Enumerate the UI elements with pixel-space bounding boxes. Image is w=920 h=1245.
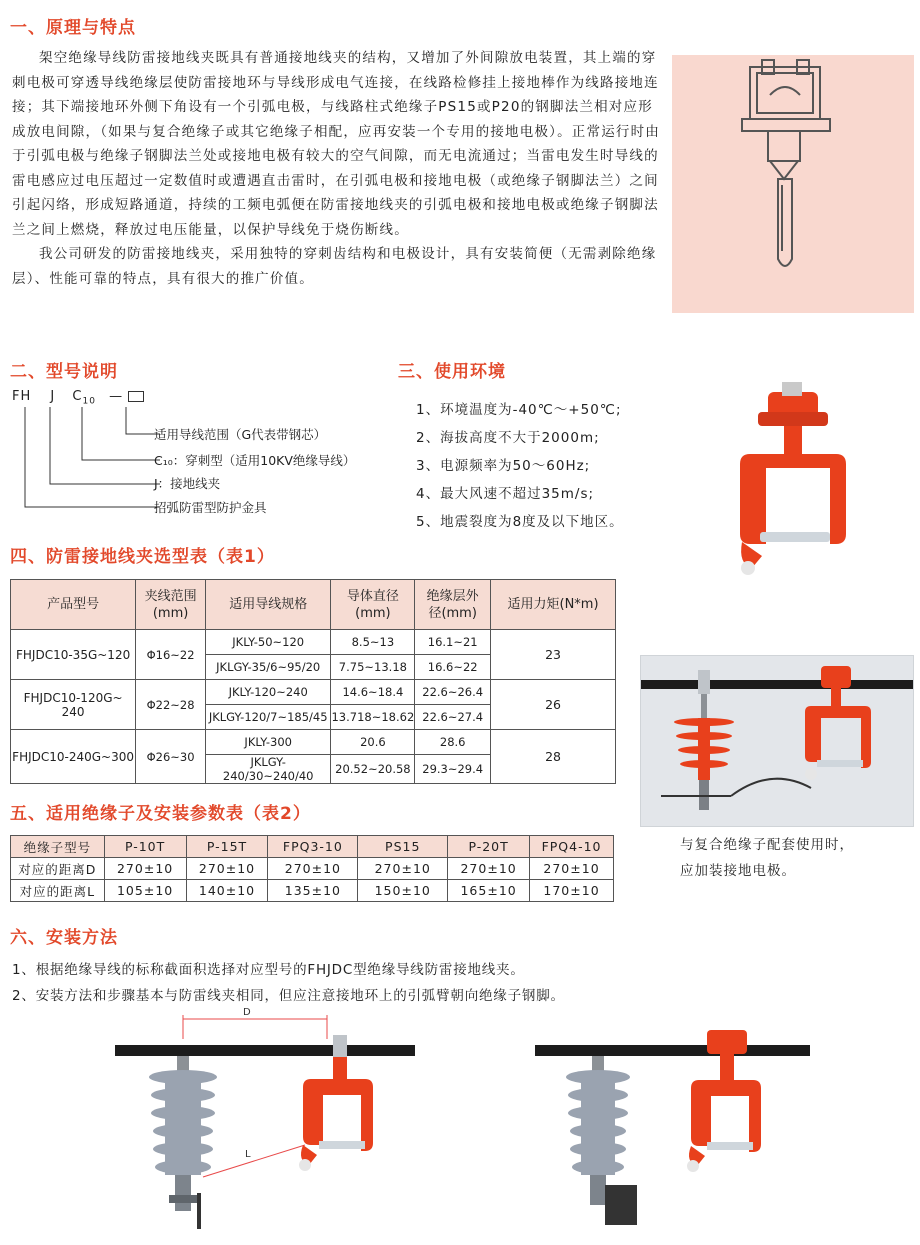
cell-torque: 26 <box>491 680 616 730</box>
model-code-lines <box>10 405 160 515</box>
section1-paragraph2: 我公司研发的防雷接地线夹，采用独特的穿刺齿结构和电极设计，具有安装简便（无需剥除绝缘层）、性能可靠的特点，具有很大的推广价值。 <box>12 246 657 287</box>
caption-line1: 与复合绝缘子配套使用时， <box>680 837 854 853</box>
install-diagram-left-svg <box>115 1005 415 1235</box>
cell-diameter: 20.52~20.58 <box>331 755 415 784</box>
cell-insulation: 29.3~29.4 <box>415 755 491 784</box>
cell-insulation: 16.1~21 <box>415 630 491 655</box>
model-code-j: J <box>50 389 56 404</box>
dimension-d-label: D <box>243 1007 251 1018</box>
install-step2: 2、安装方法和步骤基本与防雷线夹相同，但应注意接地环上的引弧臂朝向绝缘子钢脚。 <box>12 988 565 1004</box>
model-code-dash: — <box>109 389 124 404</box>
env-item-seismic: 5、地震裂度为8度及以下地区。 <box>416 514 624 530</box>
selection-table <box>10 579 616 784</box>
clamp-product-photo <box>728 382 858 582</box>
model-code-c-sub: 10 <box>82 396 96 407</box>
cell-d: 270±10 <box>268 858 358 880</box>
header-insulator-type: 绝缘子型号 <box>11 836 105 858</box>
section1-title: 一、原理与特点 <box>10 18 136 38</box>
table-row <box>11 630 616 655</box>
section6-title: 六、安装方法 <box>10 928 118 948</box>
cell-l: 170±10 <box>530 880 614 902</box>
section2-title: 二、型号说明 <box>10 362 118 382</box>
insulator-table-header <box>11 836 614 858</box>
cell-spec: JKLGY-240/30~240/40 <box>205 755 331 784</box>
installed-photo <box>640 655 914 827</box>
cell-insulation: 16.6~22 <box>415 655 491 680</box>
env-item-frequency: 3、电源频率为50～60Hz; <box>416 458 591 474</box>
cell-diameter: 8.5~13 <box>331 630 415 655</box>
clamp-line-drawing <box>672 55 914 313</box>
cell-d: 270±10 <box>448 858 530 880</box>
clamp-sketch-image <box>672 55 914 313</box>
cell-insulation: 28.6 <box>415 730 491 755</box>
header-diameter: 导体直径 (mm) <box>331 580 415 630</box>
cell-l: 140±10 <box>186 880 268 902</box>
cell-insulation: 22.6~26.4 <box>415 680 491 705</box>
cell-spec: JKLY-120~240 <box>205 680 331 705</box>
model-desc-clamp: J：接地线夹 <box>154 476 221 491</box>
red-clamp-illustration <box>728 382 858 582</box>
header-insulation: 绝缘层外 径(mm) <box>415 580 491 630</box>
cell-d: 270±10 <box>358 858 448 880</box>
model-desc-type: C₁₀：穿刺型（适用10KV绝缘导线） <box>154 453 356 468</box>
cell-model: FHJDC10-35G~120 <box>11 630 136 680</box>
cell-d: 270±10 <box>186 858 268 880</box>
section5-title: 五、适用绝缘子及安装参数表（表2） <box>10 804 311 824</box>
installed-illustration <box>641 656 913 826</box>
cell-range: Φ26~30 <box>136 730 206 784</box>
model-desc-fitting: 招弧防雷型防护金具 <box>154 500 267 515</box>
cell-torque: 28 <box>491 730 616 784</box>
cell-torque: 23 <box>491 630 616 680</box>
section1-paragraph1: 架空绝缘导线防雷接地线夹既具有普通接地线夹的结构，又增加了外间隙放电装置，其上端的穿刺电极可穿透导线绝缘层使防雷接地环与导线形成电气连接，在线路检修挂上接地棒作为线路接地连接；其下端接地环外侧下角设有一个引弧电极，与线路柱式绝缘子PS15或P20的钢脚法兰相对应形成放电间隙，（如果与复合绝缘子或其它绝缘子相配，应再安装一个专用的接地电极）。正常运行时由于引弧电极与绝缘子钢脚法兰处或接地电极有较大的空气间隙，而无电流通过；当雷电发生时导线的雷电感应过电压超过一定数值时或遭遇直击雷时，在引弧电极和接地电极（或绝缘子钢脚法兰）之间引起闪络，形成短路通道，持续的工频电弧便在防雷接地线夹的引弧电极和接地电极或绝缘子钢脚法兰之间上燃烧，释放过电压能量，以保护导线免于烧伤断线。 <box>12 50 660 238</box>
cell-diameter: 20.6 <box>331 730 415 755</box>
install-diagram-left <box>115 1005 415 1235</box>
table-row <box>11 858 614 880</box>
cell-l: 165±10 <box>448 880 530 902</box>
cell-range: Φ22~28 <box>136 680 206 730</box>
cell-d: 270±10 <box>104 858 186 880</box>
environment-list <box>416 396 624 536</box>
header-type-fpq4: FPQ4-10 <box>530 836 614 858</box>
header-type-ps15: PS15 <box>358 836 448 858</box>
cell-model: FHJDC10-240G~300 <box>11 730 136 784</box>
cell-model: FHJDC10-120G~ 240 <box>11 680 136 730</box>
cell-diameter: 7.75~13.18 <box>331 655 415 680</box>
cell-spec: JKLGY-120/7~185/45 <box>205 705 331 730</box>
cell-diameter: 14.6~18.4 <box>331 680 415 705</box>
model-desc-range: 适用导线范围（G代表带钢芯） <box>154 427 327 442</box>
cell-d: 270±10 <box>530 858 614 880</box>
install-step1: 1、根据绝缘导线的标称截面积选择对应型号的FHJDC型绝缘导线防雷接地线夹。 <box>12 962 525 978</box>
photo-caption <box>680 832 854 884</box>
section3-title: 三、使用环境 <box>398 362 506 382</box>
header-type-p20t: P-20T <box>448 836 530 858</box>
table-row <box>11 880 614 902</box>
env-item-temperature: 1、环境温度为-40℃～+50℃; <box>416 402 622 418</box>
cell-l: 150±10 <box>358 880 448 902</box>
header-type-p15t: P-15T <box>186 836 268 858</box>
model-code-c: C <box>72 389 83 404</box>
model-code-fh: FH <box>12 389 32 404</box>
header-type-fpq3: FPQ3-10 <box>268 836 358 858</box>
cell-insulation: 22.6~27.4 <box>415 705 491 730</box>
table-row <box>11 680 616 705</box>
cell-spec: JKLGY-35/6~95/20 <box>205 655 331 680</box>
env-item-wind: 4、最大风速不超过35m/s; <box>416 486 595 502</box>
header-model: 产品型号 <box>11 580 136 630</box>
row-label-l: 对应的距离L <box>11 880 105 902</box>
selection-table-header <box>11 580 616 630</box>
caption-line2: 应加装接地电极。 <box>680 863 796 879</box>
model-code-box <box>128 391 144 402</box>
insulator-table <box>10 835 614 902</box>
header-wire-spec: 适用导线规格 <box>205 580 331 630</box>
header-type-p10t: P-10T <box>104 836 186 858</box>
header-torque: 适用力矩(N*m) <box>491 580 616 630</box>
install-diagram-right-svg <box>535 1025 810 1235</box>
dimension-l-label: L <box>245 1149 251 1160</box>
cell-spec: JKLY-300 <box>205 730 331 755</box>
cell-spec: JKLY-50~120 <box>205 630 331 655</box>
cell-diameter: 13.718~18.62 <box>331 705 415 730</box>
install-diagram-right <box>535 1025 810 1235</box>
env-item-altitude: 2、海拔高度不大于2000m; <box>416 430 600 446</box>
cell-l: 105±10 <box>104 880 186 902</box>
cell-l: 135±10 <box>268 880 358 902</box>
section4-title: 四、防雷接地线夹选型表（表1） <box>10 547 275 567</box>
model-code <box>12 389 144 407</box>
header-clamp-range: 夹线范围 (mm) <box>136 580 206 630</box>
row-label-d: 对应的距离D <box>11 858 105 880</box>
cell-range: Φ16~22 <box>136 630 206 680</box>
section1-body <box>12 46 664 291</box>
table-row <box>11 730 616 755</box>
